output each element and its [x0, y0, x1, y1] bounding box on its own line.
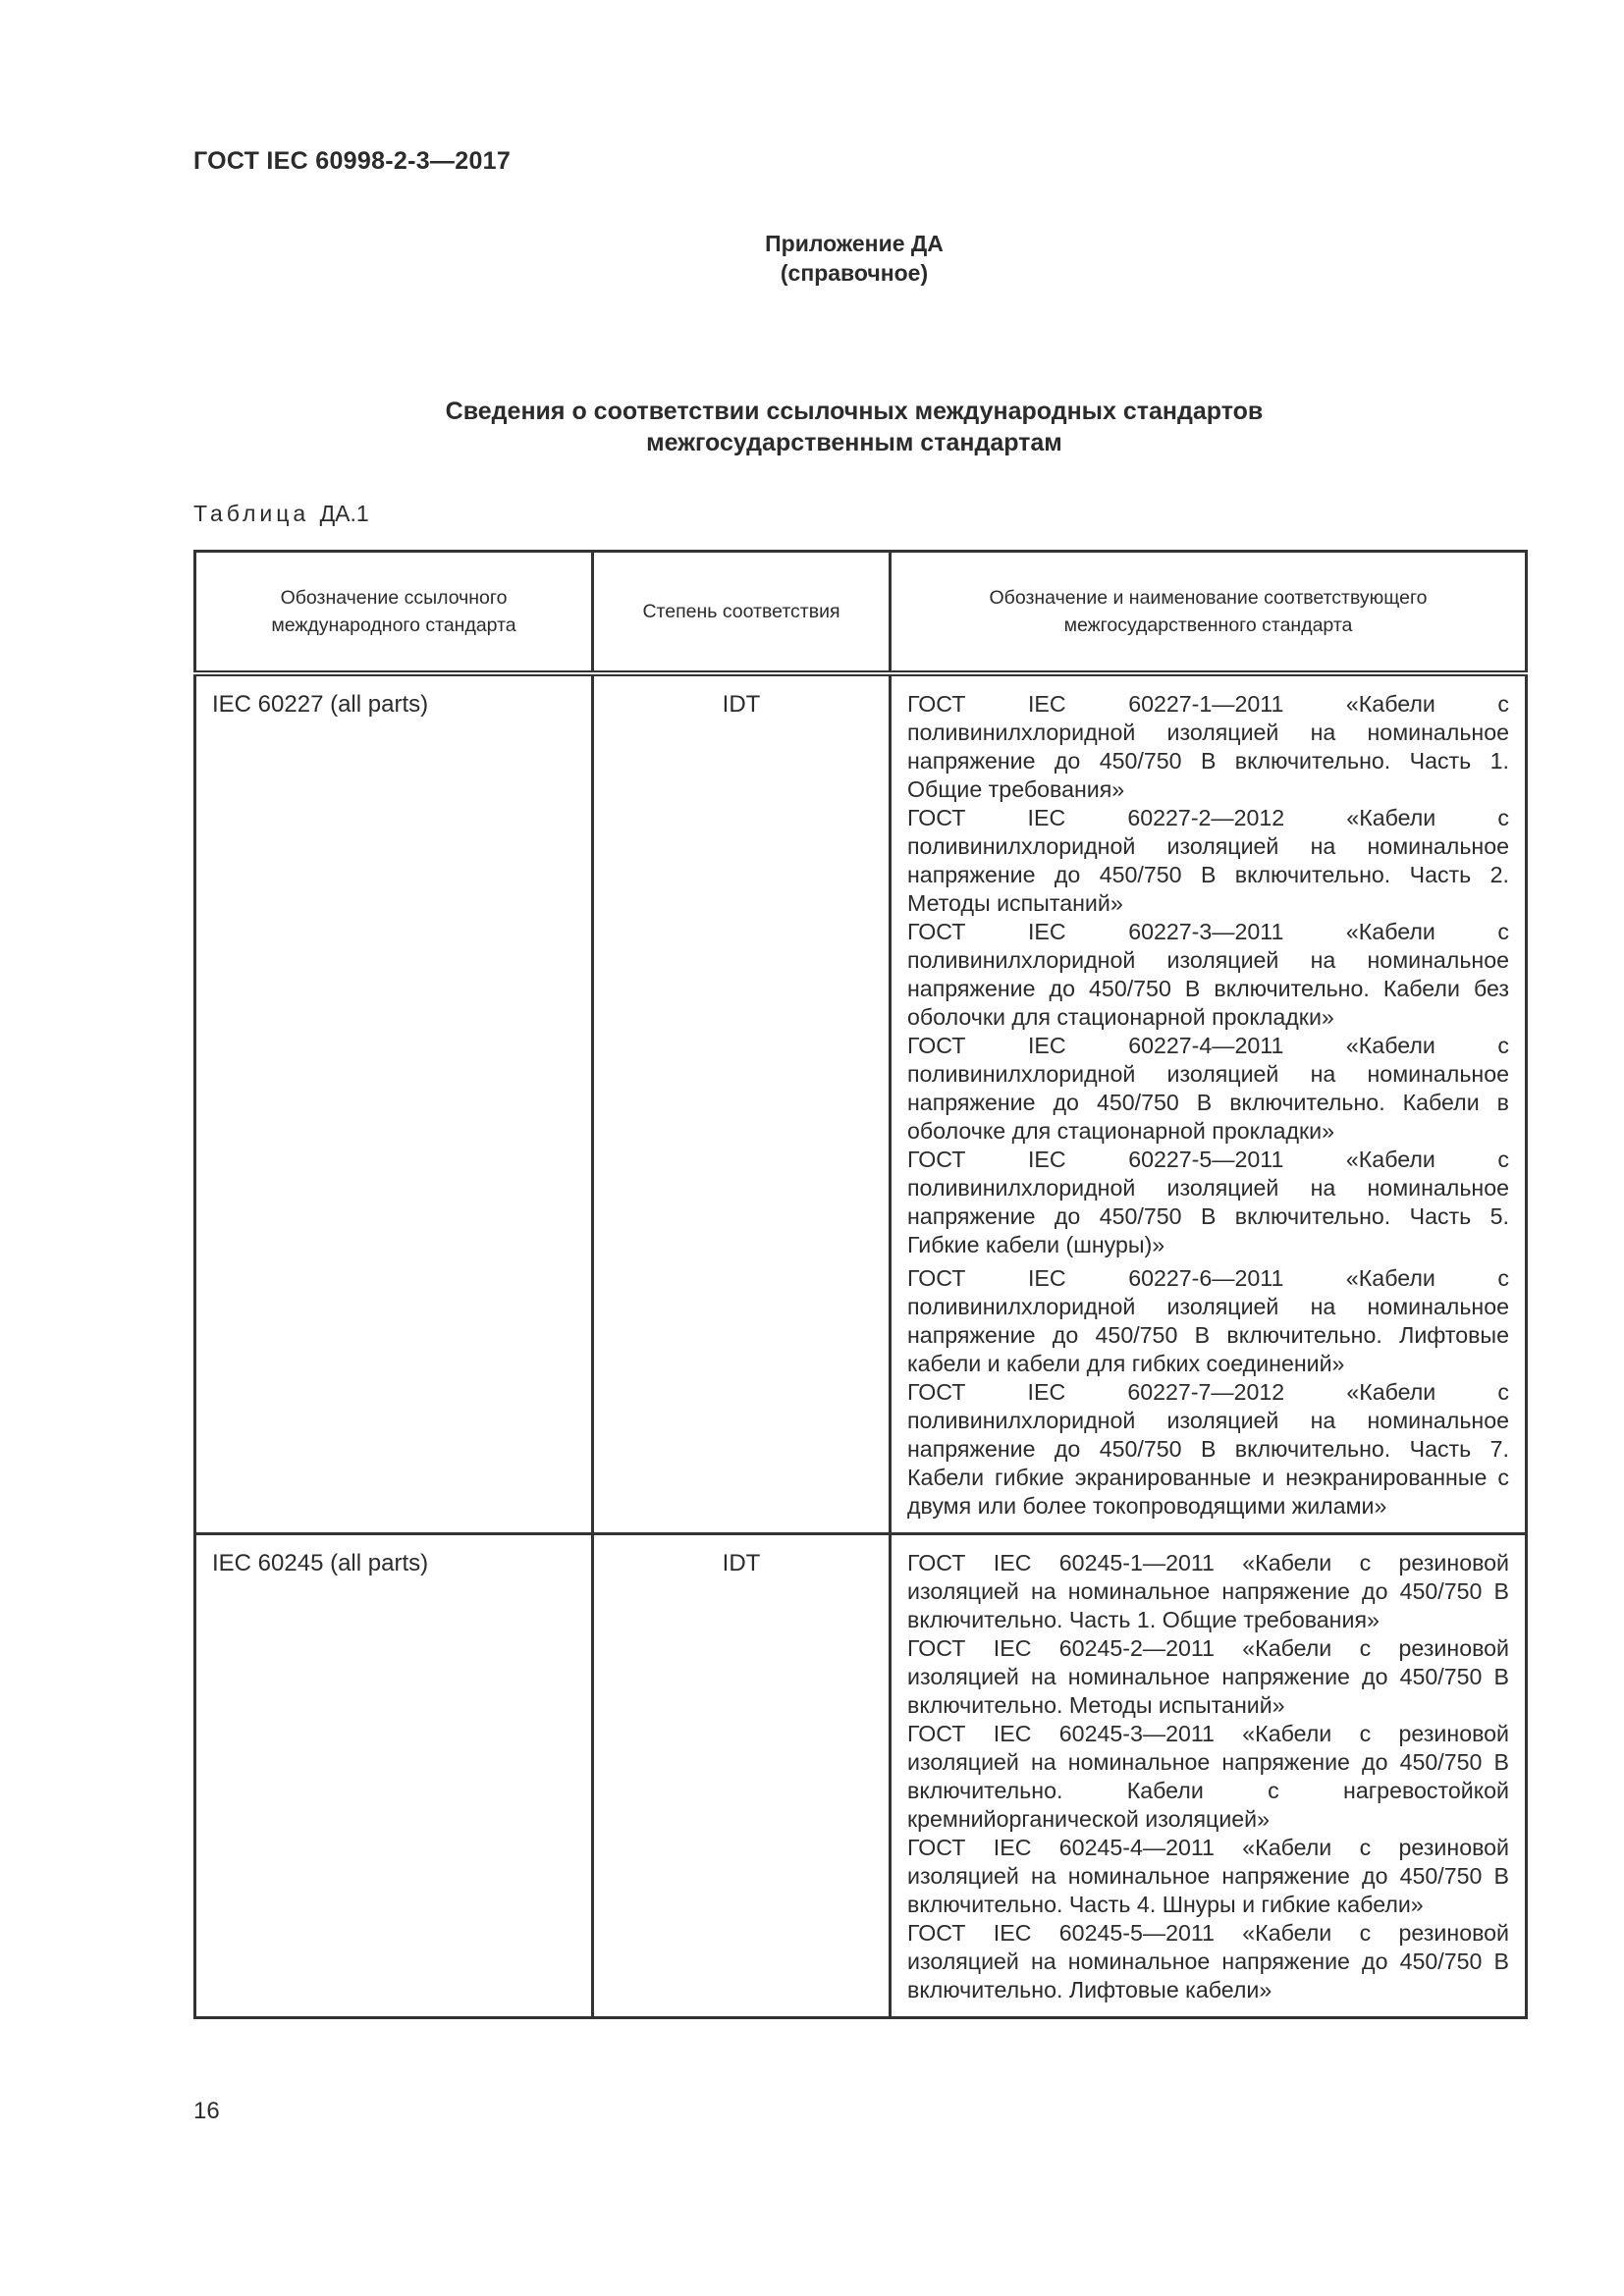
standard-entry: ГОСТ IEC 60227-6—2011 «Кабели с поливинилхлоридной изоляцией на номинальное напряжение до 450/750 В включительно. Лифтовые кабели и кабели для гибких соединений» — [907, 1265, 1509, 1376]
row-degree: IDT — [593, 1534, 891, 2018]
document-code: ГОСТ IEC 60998-2-3—2017 — [193, 147, 512, 175]
row-standard-code: IEC 60227 (all parts) — [195, 673, 593, 1534]
section-title-line1: Сведения о соответствии ссылочных международных стандартов — [445, 398, 1264, 425]
header-degree: Степень соответствия — [593, 552, 891, 674]
standard-entry: ГОСТ IEC 60245-4—2011 «Кабели с резиновой изоляцией на номинальное напряжение до 450/750 В включительно. Часть 4. Шнуры и гибкие кабели» — [907, 1835, 1509, 1917]
standard-entry: ГОСТ IEC 60245-2—2011 «Кабели с резиновой изоляцией на номинальное напряжение до 450/750 В включительно. Методы испытаний» — [907, 1635, 1509, 1718]
standard-entry: ГОСТ IEC 60227-3—2011 «Кабели с поливинилхлоридной изоляцией на номинальное напряжение до 450/750 В включительно. Кабели без оболочки для стационарной прокладки» — [907, 919, 1509, 1030]
page-number: 16 — [193, 2098, 220, 2124]
table-header-row — [195, 552, 1527, 674]
standard-entry: ГОСТ IEC 60227-7—2012 «Кабели с поливинилхлоридной изоляцией на номинальное напряжение до 450/750 В включительно. Часть 7. Кабели гибкие экранированные и неэкранированные с двумя или более токопроводящими жилами» — [907, 1379, 1509, 1519]
standard-entry: ГОСТ IEC 60245-1—2011 «Кабели с резиновой изоляцией на номинальное напряжение до 450/750 В включительно. Часть 1. Общие требования» — [907, 1550, 1509, 1632]
standard-entry: ГОСТ IEC 60227-2—2012 «Кабели с поливинилхлоридной изоляцией на номинальное напряжение до 450/750 В включительно. Часть 2. Методы испытаний» — [907, 805, 1509, 916]
row-standard-code: IEC 60245 (all parts) — [195, 1534, 593, 2018]
standard-entry: ГОСТ IEC 60245-3—2011 «Кабели с резиновой изоляцией на номинальное напряжение до 450/750 В включительно. Кабели с нагревостойкой кремнийорганической изоляцией» — [907, 1721, 1509, 1832]
table-label — [193, 501, 369, 527]
standard-entry: ГОСТ IEC 60227-5—2011 «Кабели с поливинилхлоридной изоляцией на номинальное напряжение до 450/750 В включительно. Часть 5. Гибкие кабели (шнуры)» — [907, 1147, 1509, 1257]
table-row — [195, 1534, 1527, 2018]
standard-entry: ГОСТ IEC 60227-1—2011 «Кабели с поливинилхлоридной изоляцией на номинальное напряжение до 450/750 В включительно. Часть 1. Общие требования» — [907, 691, 1509, 802]
standard-entry: ГОСТ IEC 60245-5—2011 «Кабели с резиновой изоляцией на номинальное напряжение до 450/750 В включительно. Лифтовые кабели» — [907, 1920, 1509, 2002]
row-entries — [891, 1534, 1527, 2018]
table-label-number: ДА.1 — [319, 501, 369, 526]
correspondence-table — [193, 550, 1528, 2019]
appendix-title: Приложение ДА — [765, 231, 944, 256]
header-reference-standard: Обозначение ссылочного международного стандарта — [195, 552, 593, 674]
table-label-word: Таблица — [193, 501, 310, 526]
row-entries — [891, 673, 1527, 1534]
section-title-line2: межгосударственным стандартам — [646, 429, 1062, 456]
row-degree: IDT — [593, 673, 891, 1534]
standard-entry: ГОСТ IEC 60227-4—2011 «Кабели с поливинилхлоридной изоляцией на номинальное напряжение до 450/750 В включительно. Кабели в оболочке для стационарной прокладки» — [907, 1033, 1509, 1144]
appendix-subtitle: (справочное) — [780, 260, 929, 286]
table-row — [195, 673, 1527, 1534]
header-interstate-standard: Обозначение и наименование соответствующего межгосударственного стандарта — [891, 552, 1527, 674]
